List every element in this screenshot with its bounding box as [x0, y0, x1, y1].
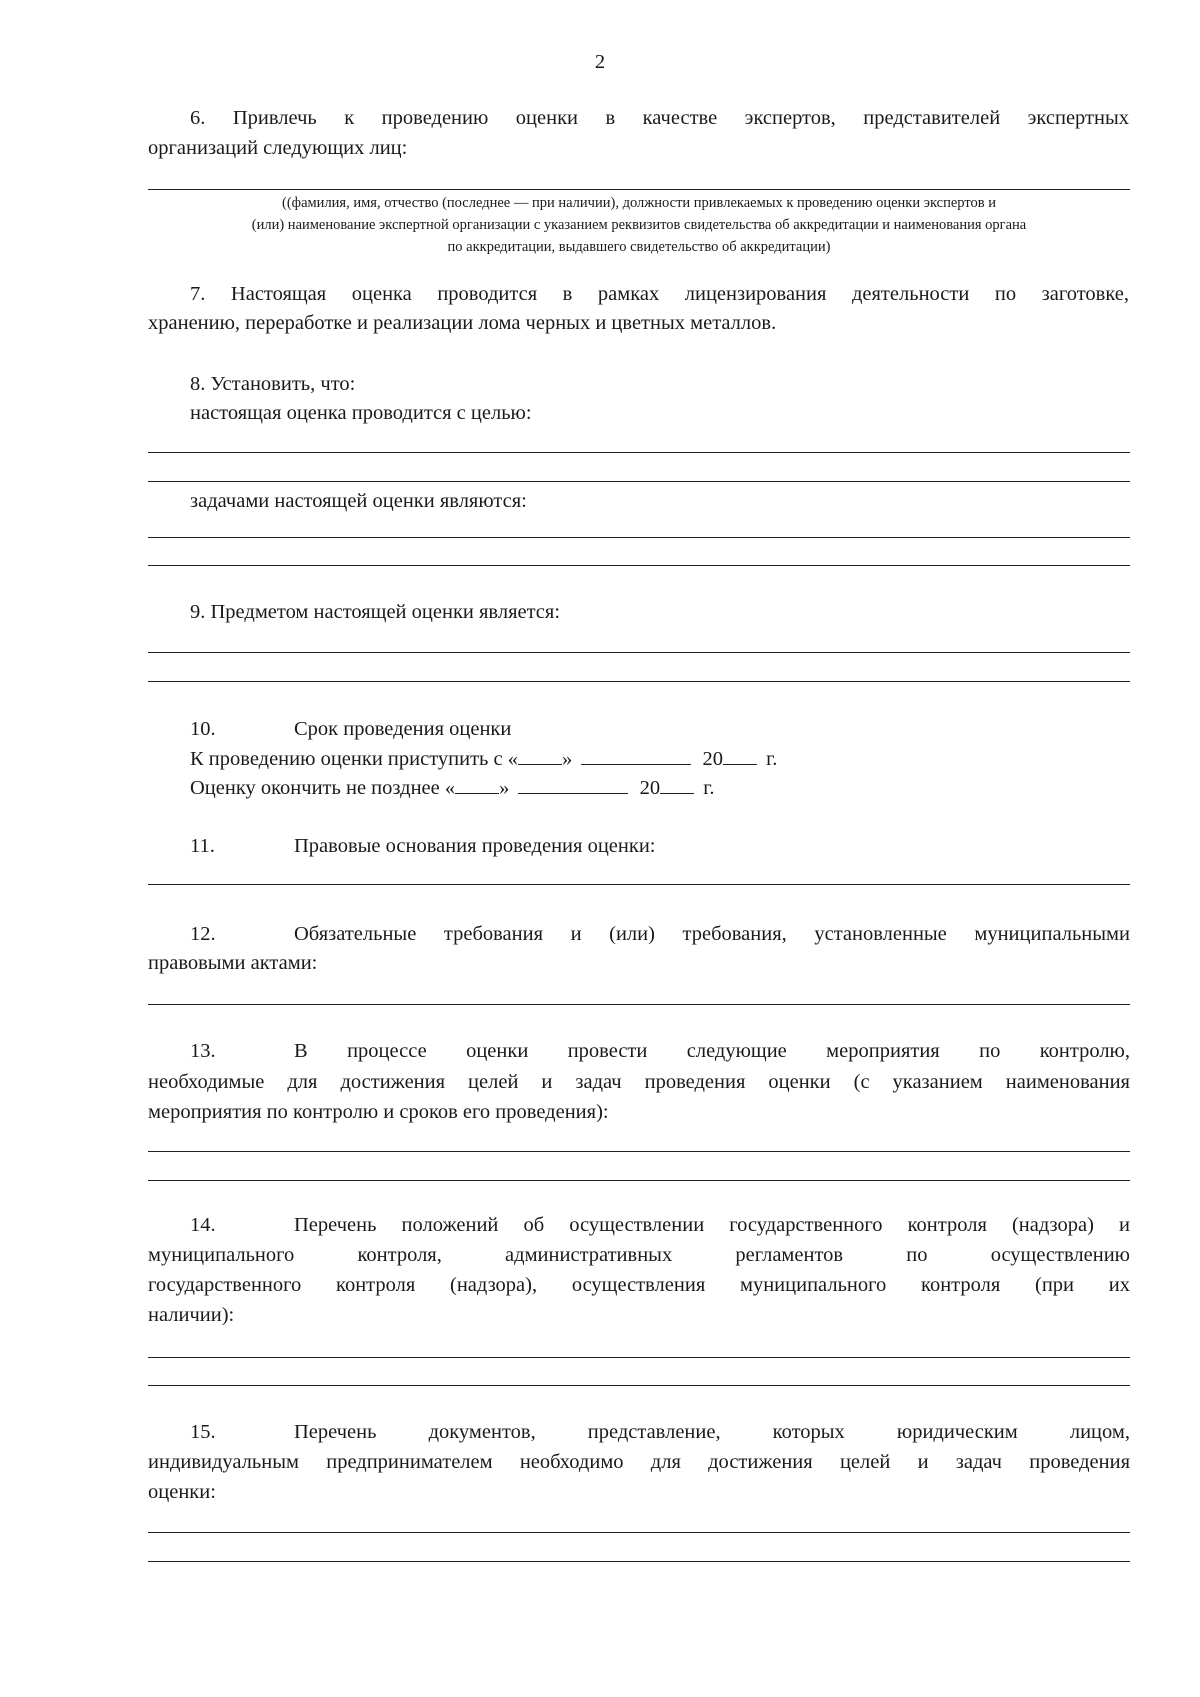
section-14-line-1: 14. Перечень положений об осуществлении государственного контроля (надзора) и — [190, 1211, 1130, 1241]
section-7-line-2: хранению, переработке и реализации лома черных и цветных металлов. — [148, 312, 777, 334]
section-15-number: 15. — [190, 1421, 216, 1443]
page-number: 2 — [594, 51, 606, 73]
section-14-number: 14. — [190, 1214, 216, 1236]
section-14-blank-2 — [148, 1385, 1130, 1386]
section-8-tasks-blank-2 — [148, 565, 1130, 566]
section-12-line-2: правовыми актами: — [148, 952, 318, 974]
section-13-line-1: 13. В процессе оценки провести следующие мероприятия по контролю, — [190, 1037, 1130, 1067]
section-6-line-1: 6. Привлечь к проведению оценки в качестве экспертов, представителей экспертных — [190, 107, 1129, 129]
section-12-blank — [148, 1004, 1130, 1005]
section-14-line-4: наличии): — [148, 1304, 235, 1326]
section-6-note-line-2: (или) наименование экспертной организации с указанием реквизитов свидетельства об аккредитации и наименования органа — [251, 217, 1027, 233]
section-8-tasks-label: задачами настоящей оценки являются: — [190, 490, 527, 512]
section-10-title: Срок проведения оценки — [294, 718, 512, 740]
section-15-line-3: оценки: — [148, 1481, 216, 1503]
section-8-heading: 8. Установить, что: — [190, 373, 356, 395]
end-day-blank — [455, 775, 499, 794]
section-15-blank-2 — [148, 1561, 1130, 1562]
section-9-blank-2 — [148, 681, 1130, 682]
section-12-line-1: 12. Обязательные требования и (или) требования, установленные муниципальными — [190, 920, 1130, 950]
section-8-goal-label: настоящая оценка проводится с целью: — [190, 402, 532, 424]
section-13-number: 13. — [190, 1040, 216, 1062]
section-6-blank-line — [148, 189, 1130, 190]
section-14-line-3: государственного контроля (надзора), осуществления муниципального контроля (при их — [148, 1274, 1130, 1296]
section-7-line-1: 7. Настоящая оценка проводится в рамках лицензирования деятельности по заготовке, — [190, 283, 1129, 305]
section-15-line-2: индивидуальным предпринимателем необходимо для достижения целей и задач проведения — [148, 1451, 1130, 1473]
section-10-end-date: Оценку окончить не позднее « » 20 г. — [190, 777, 715, 799]
section-11-blank — [148, 884, 1130, 885]
section-15-blank-1 — [148, 1532, 1130, 1533]
section-9-heading: 9. Предметом настоящей оценки является: — [190, 601, 561, 623]
section-10-number: 10. — [190, 718, 216, 740]
section-11-title: Правовые основания проведения оценки: — [294, 835, 656, 857]
section-13-blank-1 — [148, 1151, 1130, 1152]
section-13-line-2: необходимые для достижения целей и задач проведения оценки (с указанием наименования — [148, 1071, 1130, 1093]
section-11-number: 11. — [190, 835, 215, 857]
section-6-note-line-3: по аккредитации, выдавшего свидетельство об аккредитации) — [447, 239, 831, 255]
start-day-blank — [518, 746, 562, 765]
section-8-goal-blank-1 — [148, 452, 1130, 453]
section-10-start-date: К проведению оценки приступить с « » 20 г. — [190, 748, 778, 770]
section-14-blank-1 — [148, 1357, 1130, 1358]
section-6-line-2: организаций следующих лиц: — [148, 137, 408, 159]
section-10-heading — [190, 715, 511, 744]
section-8-tasks-blank-1 — [148, 537, 1130, 538]
end-month-blank — [518, 775, 628, 794]
section-6-note-line-1: ((фамилия, имя, отчество (последнее — при наличии), должности привлекаемых к проведению оценки экспертов и — [282, 195, 996, 211]
section-15-line-1: 15. Перечень документов, представление, которых юридическим лицом, — [190, 1418, 1130, 1448]
end-year-blank — [660, 775, 694, 794]
section-9-blank-1 — [148, 652, 1130, 653]
section-13-blank-2 — [148, 1180, 1130, 1181]
section-11-heading — [190, 832, 656, 861]
section-13-line-3: мероприятия по контролю и сроков его проведения): — [148, 1101, 609, 1123]
section-8-goal-blank-2 — [148, 481, 1130, 482]
section-12-number: 12. — [190, 923, 216, 945]
section-14-line-2: муниципального контроля, административных регламентов по осуществлению — [148, 1244, 1130, 1266]
start-year-blank — [723, 746, 757, 765]
start-month-blank — [581, 746, 691, 765]
